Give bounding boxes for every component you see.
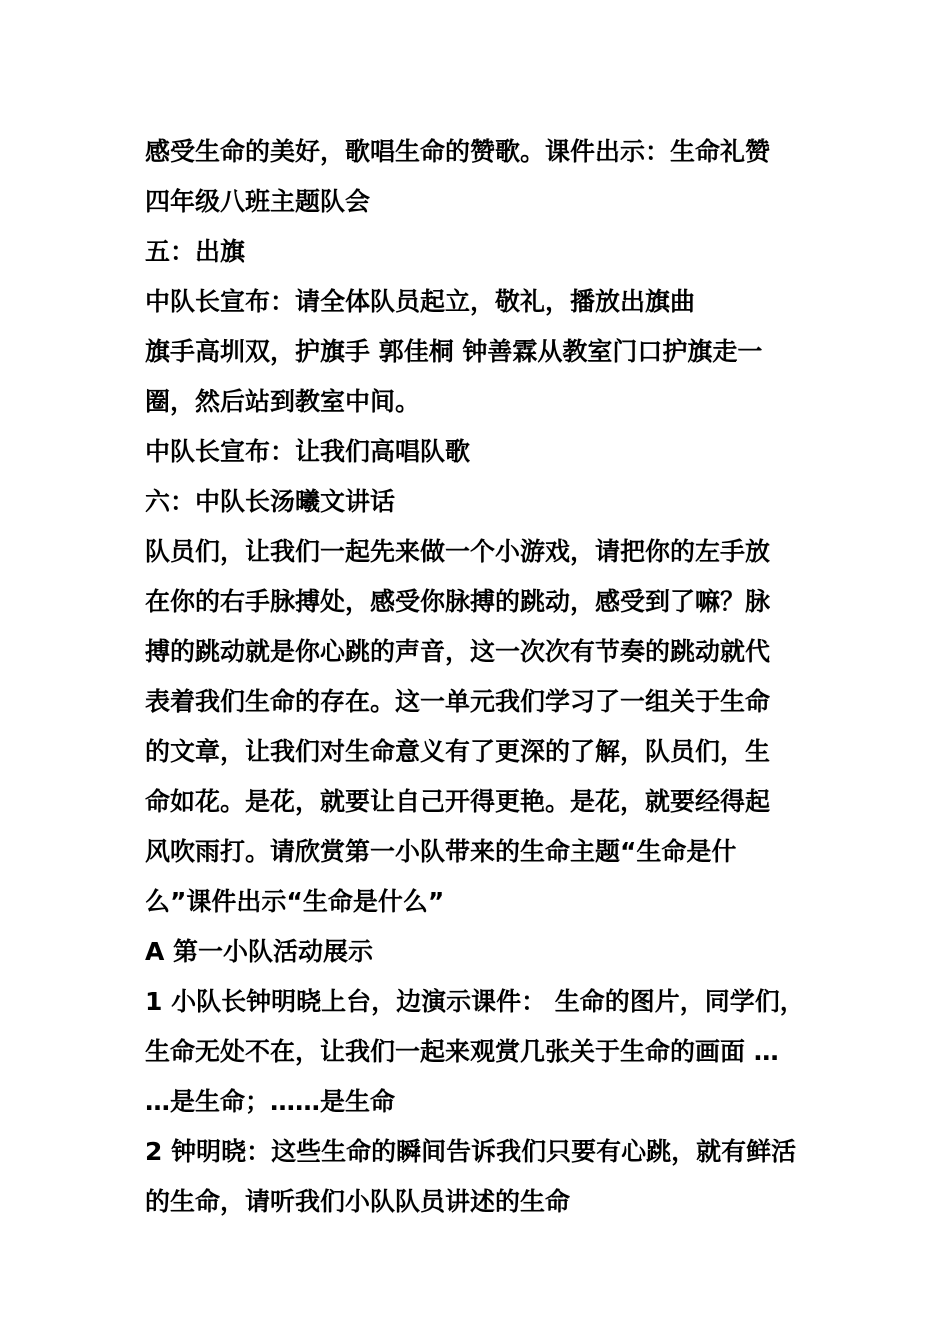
text-line: A 第一小队活动展示: [145, 937, 374, 966]
document-body: [145, 127, 835, 1227]
text-line: 表着我们生命的存在。这一单元我们学习了一组关于生命: [145, 687, 771, 716]
text-line: 圈，然后站到教室中间。: [145, 387, 421, 416]
text-line: 2 钟明晓：这些生命的瞬间告诉我们只要有心跳，就有鲜活: [145, 1137, 797, 1166]
text-line: 1 小队长钟明晓上台，边演示课件： 生命的图片，同学们，: [145, 987, 805, 1016]
text-line: 感受生命的美好，歌唱生命的赞歌。课件出示：生命礼赞: [145, 137, 771, 166]
text-line: 五：出旗: [145, 237, 246, 266]
text-line: 风吹雨打。请欣赏第一小队带来的生命主题“生命是什: [145, 837, 737, 866]
text-line: 命如花。是花，就要让自己开得更艳。是花，就要经得起: [145, 787, 771, 816]
text-line: 中队长宣布：让我们高唱队歌: [145, 437, 471, 466]
text-line: 六：中队长汤曦文讲话: [145, 487, 396, 516]
text-line: 的生命，请听我们小队队员讲述的生命: [145, 1187, 571, 1216]
text-line: …是生命；……是生命: [145, 1087, 396, 1116]
text-line: 旗手高圳双，护旗手 郭佳桐 钟善霖从教室门口护旗走一: [145, 337, 763, 366]
text-line: 队员们，让我们一起先来做一个小游戏，请把你的左手放: [145, 537, 771, 566]
text-line: 中队长宣布：请全体队员起立，敬礼，播放出旗曲: [145, 287, 696, 316]
text-line: 搏的跳动就是你心跳的声音，这一次次有节奏的跳动就代: [145, 637, 771, 666]
text-line: 的文章，让我们对生命意义有了更深的了解，队员们，生: [145, 737, 771, 766]
text-line: 四年级八班主题队会: [145, 187, 371, 216]
text-line: 生命无处不在，让我们一起来观赏几张关于生命的画面 …: [145, 1037, 779, 1066]
text-line: 在你的右手脉搏处，感受你脉搏的跳动，感受到了嘛？脉: [145, 587, 771, 616]
text-line: 么”课件出示“生命是什么”: [145, 887, 445, 916]
